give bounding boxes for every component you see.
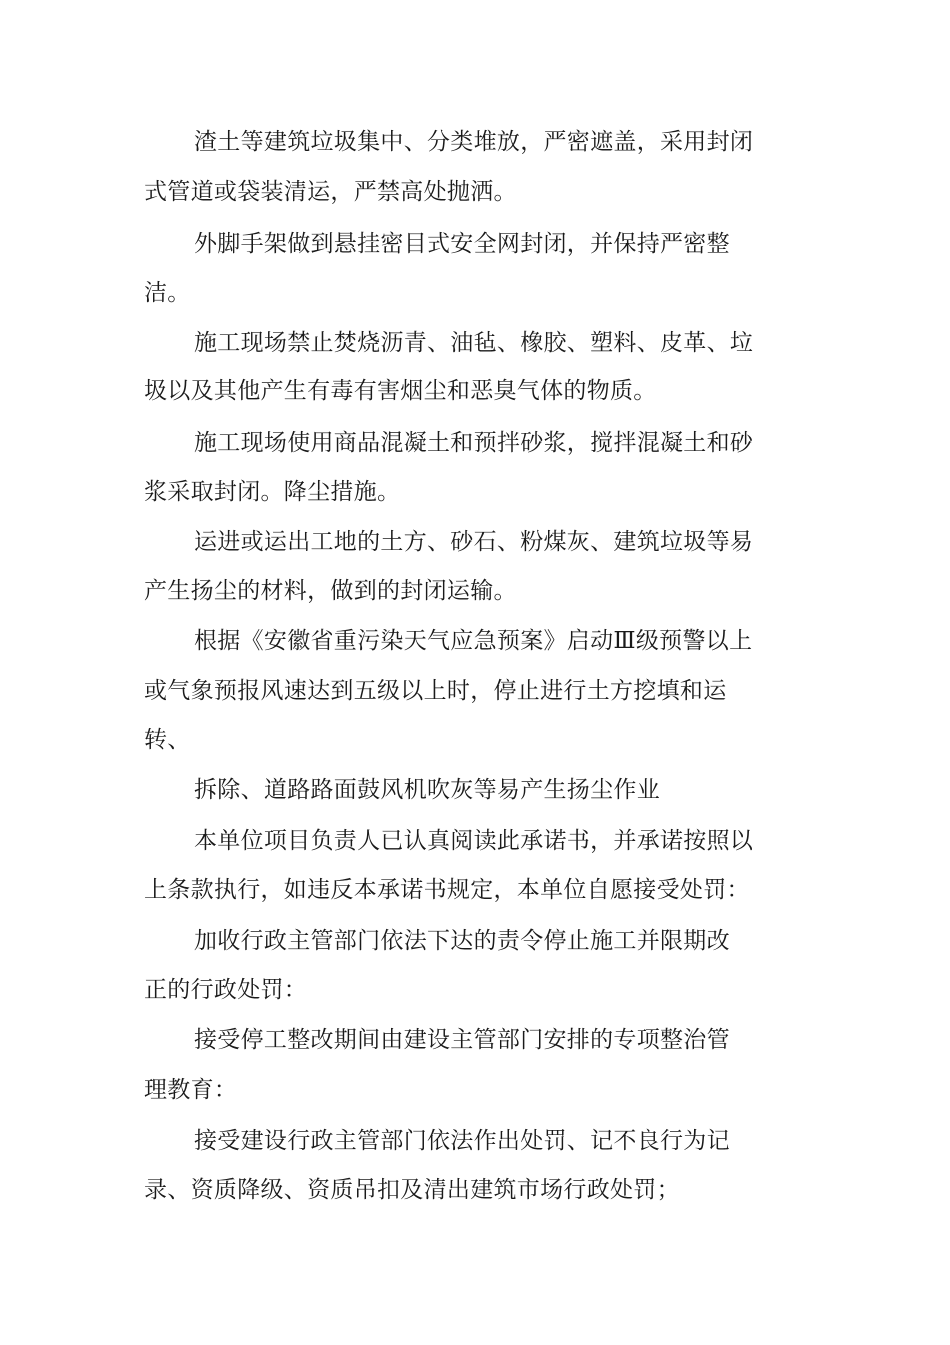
paragraph-line: 或气象预报风速达到五级以上时，停止进行土方挖填和运 <box>144 678 727 704</box>
paragraph-line: 运进或运出工地的土方、砂石、粉煤灰、建筑垃圾等易 <box>194 529 754 555</box>
paragraph-line: 上条款执行，如违反本承诺书规定，本单位自愿接受处罚： <box>144 877 750 903</box>
paragraph-line: 理教育： <box>144 1077 238 1103</box>
paragraph-line: 施工现场使用商品混凝土和预拌砂浆，搅拌混凝土和砂 <box>194 430 754 456</box>
paragraph-line: 录、资质降级、资质吊扣及清出建筑市场行政处罚； <box>144 1177 680 1203</box>
paragraph-line: 圾以及其他产生有毒有害烟尘和恶臭气体的物质。 <box>144 378 657 404</box>
paragraph-line: 式管道或袋装清运，严禁高处抛洒。 <box>144 179 517 205</box>
paragraph-line: 施工现场禁止焚烧沥青、油毡、橡胶、塑料、皮革、垃 <box>194 330 754 356</box>
paragraph-line: 外脚手架做到悬挂密目式安全网封闭，并保持严密整 <box>194 231 730 257</box>
paragraph-line: 渣土等建筑垃圾集中、分类堆放，严密遮盖，采用封闭 <box>194 129 754 155</box>
paragraph-line: 洁。 <box>144 280 191 306</box>
paragraph-line: 转、 <box>144 727 191 753</box>
paragraph-line: 正的行政处罚： <box>144 977 308 1003</box>
paragraph-line: 接受停工整改期间由建设主管部门安排的专项整治管 <box>194 1027 730 1053</box>
paragraph-line: 拆除、道路路面鼓风机吹灰等易产生扬尘作业 <box>194 777 660 803</box>
paragraph-line: 产生扬尘的材料，做到的封闭运输。 <box>144 578 517 604</box>
paragraph-line: 接受建设行政主管部门依法作出处罚、记不良行为记 <box>194 1128 730 1154</box>
paragraph-line: 浆采取封闭。降尘措施。 <box>144 479 401 505</box>
paragraph-line: 加收行政主管部门依法下达的责令停止施工并限期改 <box>194 928 730 954</box>
paragraph-line: 根据《安徽省重污染天气应急预案》启动Ⅲ级预警以上 <box>194 628 753 654</box>
paragraph-line: 本单位项目负责人已认真阅读此承诺书，并承诺按照以 <box>194 828 754 854</box>
